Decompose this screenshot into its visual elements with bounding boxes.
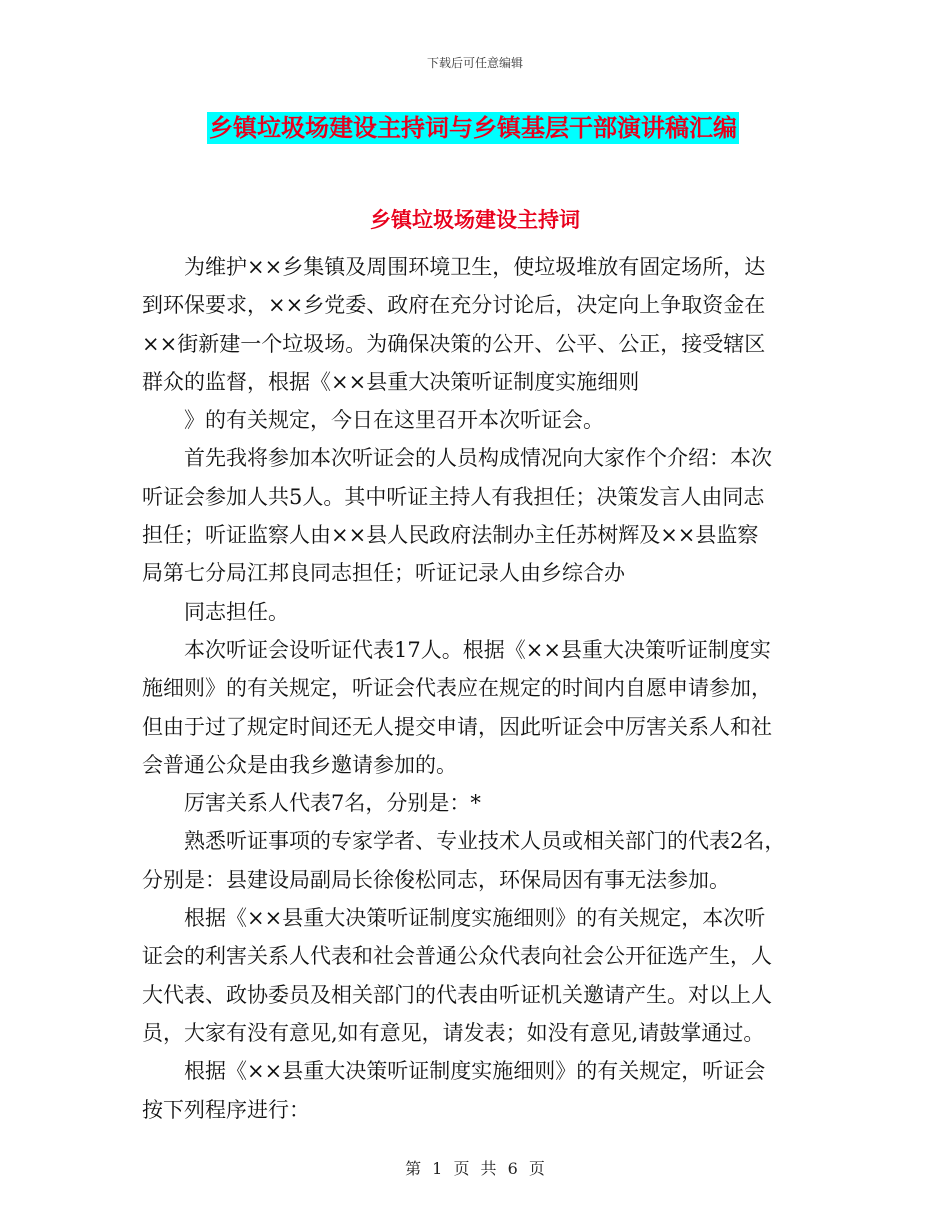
paragraph-line: 担任；听证监察人由××县人民政府法制办主任苏树辉及××县监察 <box>142 523 759 548</box>
paragraph <box>142 899 812 1052</box>
paragraph <box>142 631 812 784</box>
header-note: 下载后可任意编辑 <box>426 56 523 70</box>
paragraph-line: 同志担任。 <box>184 599 289 624</box>
paragraph <box>142 822 812 899</box>
paragraph-line: 群众的监督，根据《××县重大决策听证制度实施细则 <box>142 369 640 394</box>
paragraph-line: 分别是：县建设局副局长徐俊松同志，环保局因有事无法参加。 <box>142 867 730 892</box>
paragraph-line: 》的有关规定，今日在这里召开本次听证会。 <box>184 408 604 433</box>
paragraph-line: 按下列程序进行： <box>142 1097 310 1122</box>
paragraph-line: 厉害关系人代表7名，分别是：* <box>184 791 481 816</box>
paragraph-line: 本次听证会设听证代表17人。根据《××县重大决策听证制度实 <box>184 637 771 662</box>
paragraph-line: 熟悉听证事项的专家学者、专业技术人员或相关部门的代表2名， <box>184 829 786 854</box>
paragraph <box>142 401 812 439</box>
section-title: 乡镇垃圾场建设主持词 <box>370 207 580 232</box>
paragraph-line: 证会的利害关系人代表和社会普通公众代表向社会公开征选产生，人 <box>142 944 772 969</box>
paragraph-line: 根据《××县重大决策听证制度实施细则》的有关规定，听证会 <box>184 1059 766 1084</box>
paragraph-line: 大代表、政协委员及相关部门的代表由听证机关邀请产生。对以上人 <box>142 982 772 1007</box>
paragraph-line: 局第七分局江邦良同志担任；听证记录人由乡综合办 <box>142 561 625 586</box>
paragraph <box>142 593 812 631</box>
paragraph <box>142 784 812 822</box>
paragraph-line: 为维护××乡集镇及周围环境卫生，使垃圾堆放有固定场所，达 <box>184 255 766 279</box>
document-title: 乡镇垃圾场建设主持词与乡镇基层干部演讲稿汇编 <box>209 113 737 142</box>
paragraph-line: 员，大家有没有意见,如有意见，请发表；如没有意见,请鼓掌通过。 <box>142 1020 765 1045</box>
paragraph <box>142 439 812 592</box>
paragraph-line: 但由于过了规定时间还无人提交申请，因此听证会中厉害关系人和社 <box>142 714 772 739</box>
paragraph-line: 到环保要求，××乡党委、政府在充分讨论后，决定向上争取资金在 <box>142 293 766 318</box>
paragraph <box>142 248 812 401</box>
paragraph-line: 会普通公众是由我乡邀请参加的。 <box>142 752 457 777</box>
body-text <box>142 248 812 1129</box>
paragraph-line: 首先我将参加本次听证会的人员构成情况向大家作个介绍：本次 <box>184 446 772 471</box>
paragraph-line: 施细则》的有关规定，听证会代表应在规定的时间内自愿申请参加， <box>142 676 772 701</box>
paragraph-line: 听证会参加人共5人。其中听证主持人有我担任；决策发言人由同志 <box>142 484 765 509</box>
page-footer: 第 1 页 共 6 页 <box>405 1159 545 1178</box>
paragraph-line: ××街新建一个垃圾场。为确保决策的公开、公平、公正，接受辖区 <box>142 331 766 356</box>
paragraph <box>142 1052 812 1129</box>
paragraph-line: 根据《××县重大决策听证制度实施细则》的有关规定，本次听 <box>184 906 766 931</box>
